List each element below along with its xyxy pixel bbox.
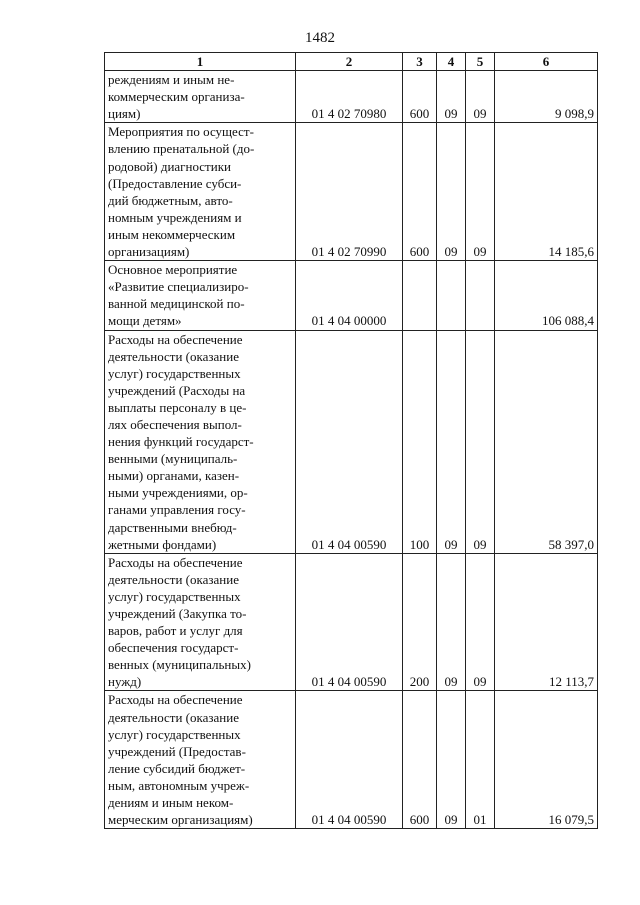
amount: 16 079,5 [495,691,598,829]
budget-code: 01 4 04 00000 [296,261,403,330]
description-line: реждениям и иным не- [108,72,235,88]
description-line: деятельности (оказание [108,571,239,587]
description-line: варов, работ и услуг для [108,623,243,639]
amount: 14 185,6 [495,123,598,261]
description-line: нения функций государст- [108,434,254,450]
expense-type: 600 [403,123,437,261]
column-header-1: 1 [105,53,296,71]
description-line: Расходы на обеспечение [108,331,243,347]
expense-type: 600 [403,691,437,829]
description-line: Мероприятия по осущест- [108,124,254,140]
description-line: услуг) государственных [108,365,241,381]
description-line: Основное мероприятие [108,262,238,278]
description-line: учреждений (Предостав- [108,743,246,759]
description-line: влению пренатальной (до- [108,141,255,157]
subsection: 09 [466,71,495,123]
description-line: Расходы на обеспечение [108,692,243,708]
column-header-3: 3 [403,53,437,71]
description-line: коммерческим организа- [108,89,245,105]
table-body [105,71,598,829]
page-number: 1482 [305,30,335,46]
item-description [105,261,296,330]
expense-type [403,261,437,330]
description-line: мерческим организациям) [108,812,253,828]
item-description [105,71,296,123]
description-line: циям) [108,106,141,122]
description-line: деятельности (оказание [108,709,239,725]
expense-type: 100 [403,330,437,553]
description-line: ными учреждениями, ор- [108,485,248,501]
budget-code: 01 4 04 00590 [296,553,403,691]
section [437,261,466,330]
amount: 12 113,7 [495,553,598,691]
description-line: учреждений (Закупка то- [108,606,247,621]
description-line: выплаты персоналу в це- [108,399,247,415]
description-line: дарственными внебюд- [108,519,237,535]
section: 09 [437,123,466,261]
description-line: (Предоставление субси- [108,175,242,191]
amount: 9 098,9 [495,71,598,123]
description-line: «Развитие специализиро- [108,279,249,295]
description-line: жетными фондами) [108,536,217,552]
description-line: ление субсидий бюджет- [108,760,246,776]
budget-code: 01 4 04 00590 [296,691,403,829]
column-header-2: 2 [296,53,403,71]
description-line: ванной медицинской по- [108,296,245,312]
section: 09 [437,330,466,553]
description-line: нужд) [108,674,142,690]
description-line: услуг) государственных [108,588,241,604]
subsection: 01 [466,691,495,829]
expense-type: 600 [403,71,437,123]
description-line: Расходы на обеспечение [108,554,243,570]
description-line: ным, автономным учреж- [108,777,250,793]
description-line: обеспечения государст- [108,640,239,656]
item-description [105,553,296,691]
budget-code: 01 4 04 00590 [296,330,403,553]
table-row [105,71,598,123]
description-line: организациям) [108,244,190,260]
budget-table [104,52,598,829]
description-line: ганами управления госу- [108,502,246,518]
item-description [105,330,296,553]
item-description [105,123,296,261]
section: 09 [437,691,466,829]
table-row [105,553,598,691]
description-line: родовой) диагностики [108,158,231,174]
description-line: мощи детям» [108,313,182,329]
description-line: ными) органами, казен- [108,468,240,484]
description-line: учреждений (Расходы на [108,382,246,398]
table-row [105,123,598,261]
subsection: 09 [466,553,495,691]
description-line: дениям и иным неком- [108,795,234,811]
expense-type: 200 [403,553,437,691]
subsection: 09 [466,330,495,553]
subsection [466,261,495,330]
column-header-4: 4 [437,53,466,71]
section: 09 [437,71,466,123]
description-line: деятельности (оказание [108,348,239,364]
column-header-6: 6 [495,53,598,71]
description-line: венными (муниципаль- [108,451,238,467]
table-header-row [105,53,598,71]
column-header-5: 5 [466,53,495,71]
budget-code: 01 4 02 70990 [296,123,403,261]
section: 09 [437,553,466,691]
description-line: услуг) государственных [108,726,241,742]
budget-code: 01 4 02 70980 [296,71,403,123]
description-line: дий бюджетным, авто- [108,192,233,208]
table-row [105,691,598,829]
table-row [105,330,598,553]
description-line: иным некоммерческим [108,226,236,242]
item-description [105,691,296,829]
table-row [105,261,598,330]
amount: 106 088,4 [495,261,598,330]
amount: 58 397,0 [495,330,598,553]
description-line: лях обеспечения выпол- [108,416,242,432]
description-line: венных (муниципальных) [108,657,251,673]
description-line: номным учреждениям и [108,209,242,225]
subsection: 09 [466,123,495,261]
